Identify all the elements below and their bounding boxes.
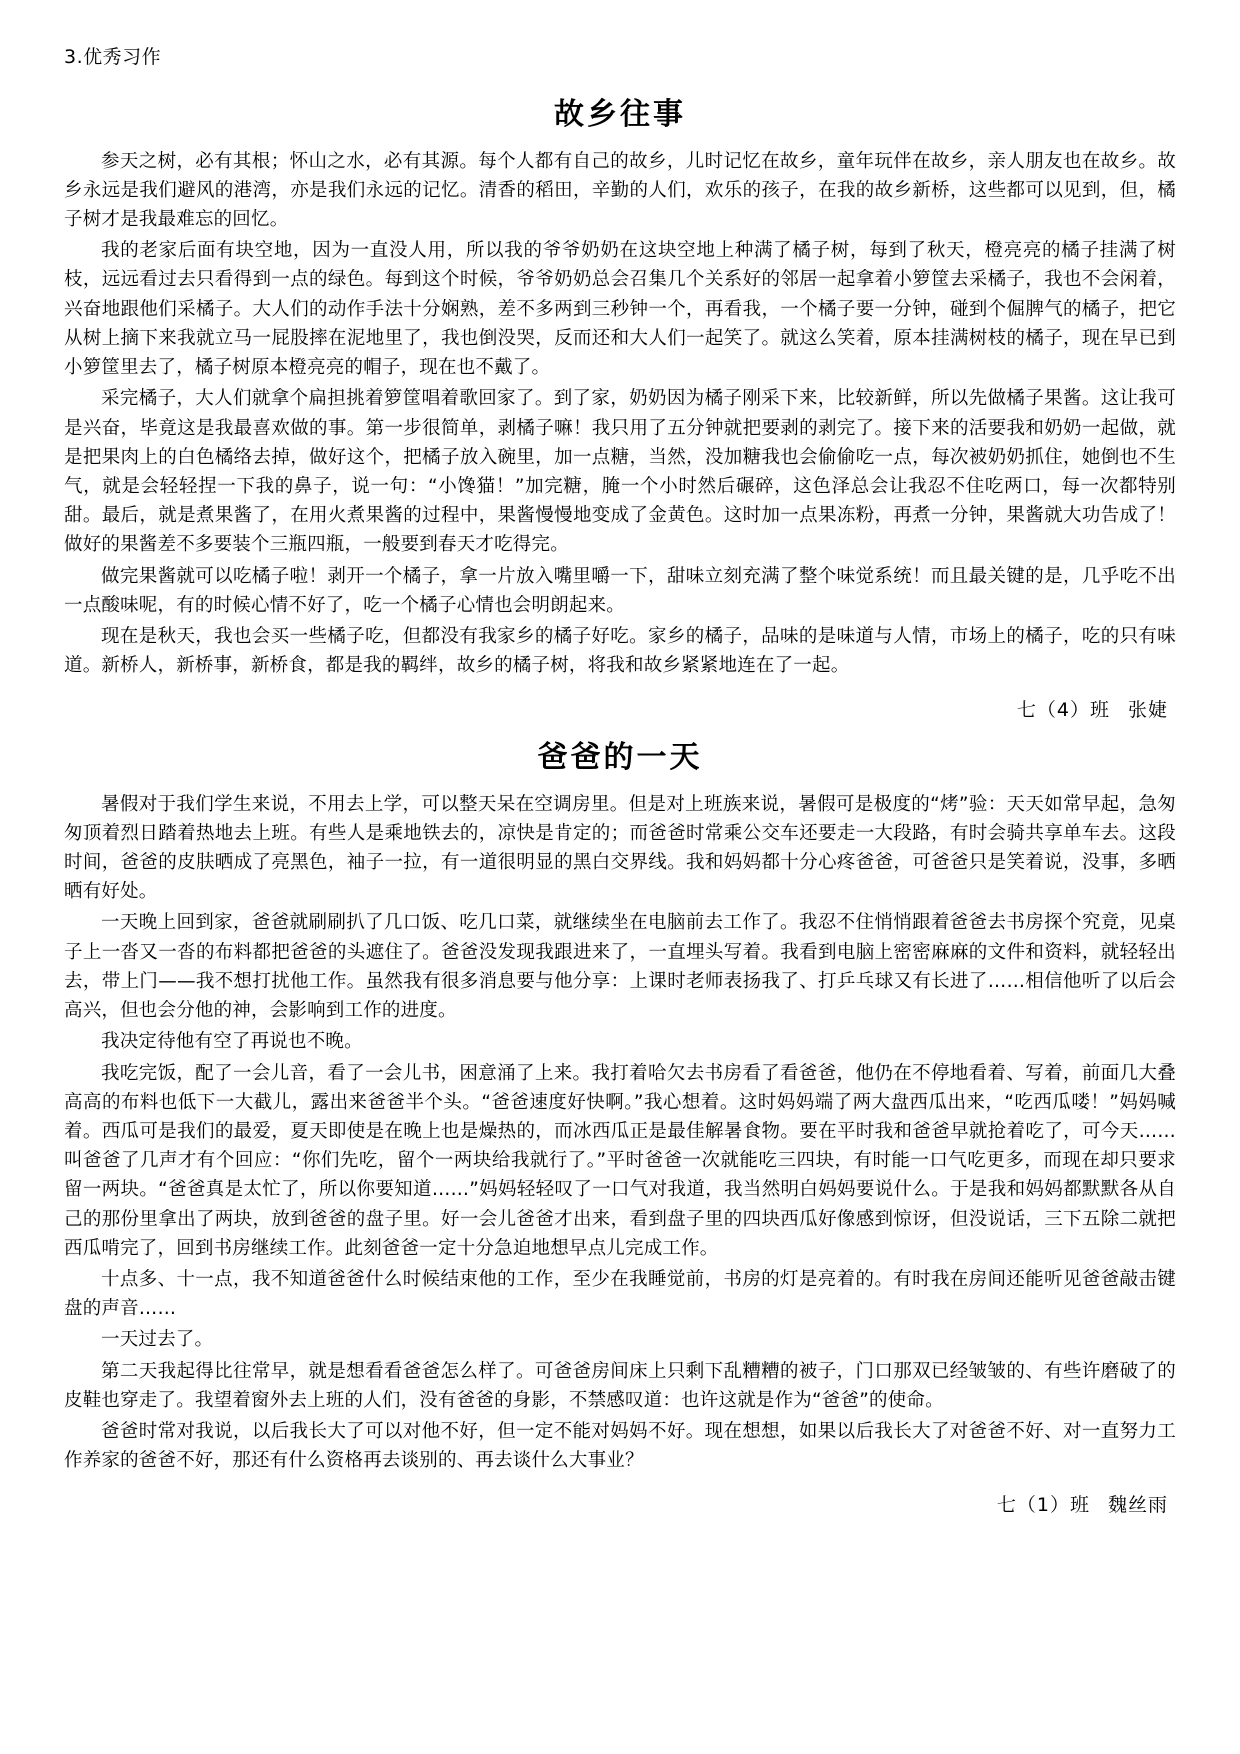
- article-1: [64, 89, 1176, 722]
- article-2: [64, 732, 1176, 1517]
- paragraph: 暑假对于我们学生来说，不用去上学，可以整天呆在空调房里。但是对上班族来说，暑假可是极度的“烤”验：天天如常早起，急匆匆顶着烈日踏着热地去上班。有些人是乘地铁去的，凉快是肯定的；而爸爸时常乘公交车还要走一大段路，有时会骑共享单车去。这段时间，爸爸的皮肤晒成了亮黑色，袖子一拉，有一道很明显的黑白交界线。我和妈妈都十分心疼爸爸，可爸爸只是笑着说，没事，多晒晒有好处。: [64, 793, 1176, 903]
- paragraph: 做完果酱就可以吃橘子啦！剥开一个橘子，拿一片放入嘴里嚼一下，甜味立刻充满了整个味觉系统！而且最关键的是，几乎吃不出一点酸味呢，有的时候心情不好了，吃一个橘子心情也会明朗起来。: [64, 565, 1176, 616]
- article-byline: [64, 1490, 1168, 1517]
- article-title: 故乡往事: [554, 96, 686, 132]
- article-byline: [64, 695, 1168, 722]
- paragraph: 爸爸时常对我说，以后我长大了可以对他不好，但一定不能对妈妈不好。现在想想，如果以后我长大了对爸爸不好、对一直努力工作养家的爸爸不好，那还有什么资格再去谈别的、再去谈什么大事业？: [64, 1421, 1176, 1472]
- paragraph: 十点多、十一点，我不知道爸爸什么时候结束他的工作，至少在我睡觉前，书房的灯是亮着的。有时我在房间还能听见爸爸敲击键盘的声音……: [64, 1269, 1176, 1320]
- paragraph: 我吃完饭，配了一会儿音，看了一会儿书，困意涌了上来。我打着哈欠去书房看了看爸爸，他仍在不停地看着、写着，前面几大叠高高的布料也低下一大截儿，露出来爸爸半个头。“爸爸速度好快啊。”我心想着。这时妈妈端了两大盘西瓜出来，“吃西瓜喽！”妈妈喊着。西瓜可是我们的最爱，夏天即使是在晚上也是燥热的，而冰西瓜正是最佳解暑食物。要在平时我和爸爸早就抢着吃了，可今天……叫爸爸了几声才有个回应：“你们先吃，留个一两块给我就行了。”平时爸爸一次就能吃三四块，有时能一口气吃更多，而现在却只要求留一两块。“爸爸真是太忙了，所以你要知道……”妈妈轻轻叹了一口气对我道，我当然明白妈妈要说什么。于是我和妈妈都默默各从自己的那份里拿出了两块，放到爸爸的盘子里。好一会儿爸爸才出来，看到盘子里的四块西瓜好像感到惊讶，但没说话，三下五除二就把西瓜啃完了，回到书房继续工作。此刻爸爸一定十分急迫地想早点儿完成工作。: [64, 1062, 1176, 1259]
- paragraph: 参天之树，必有其根；怀山之水，必有其源。每个人都有自己的故乡，儿时记忆在故乡，童年玩伴在故乡，亲人朋友也在故乡。故乡永远是我们避风的港湾，亦是我们永远的记忆。清香的稻田，辛勤的人们，欢乐的孩子，在我的故乡新桥，这些都可以见到，但，橘子树才是我最难忘的回忆。: [64, 150, 1176, 231]
- paragraph: 一天过去了。: [101, 1329, 214, 1351]
- paragraph: 一天晚上回到家，爸爸就刷刷扒了几口饭、吃几口菜，就继续坐在电脑前去工作了。我忍不住悄悄跟着爸爸去书房探个究竟，见桌子上一沓又一沓的布料都把爸爸的头遮住了。爸爸没发现我跟进来了，一直埋头写着。我看到电脑上密密麻麻的文件和资料，就轻轻出去，带上门——我不想打扰他工作。虽然我有很多消息要与他分享：上课时老师表扬我了、打乒乓球又有长进了……相信他听了以后会高兴，但也会分他的神，会影响到工作的进度。: [64, 912, 1176, 1022]
- section-label: 3.优秀习作: [64, 46, 162, 68]
- paragraph: 我的老家后面有块空地，因为一直没人用，所以我的爷爷奶奶在这块空地上种满了橘子树，每到了秋天，橙亮亮的橘子挂满了树枝，远远看过去只看得到一点的绿色。每到这个时候，爷爷奶奶总会召集几个关系好的邻居一起拿着小箩筐去采橘子，我也不会闲着，兴奋地跟他们采橘子。大人们的动作手法十分娴熟，差不多两到三秒钟一个，再看我，一个橘子要一分钟，碰到个倔脾气的橘子，把它从树上摘下来我就立马一屁股摔在泥地里了，我也倒没哭，反而还和大人们一起笑了。就这么笑着，原本挂满树枝的橘子，现在早已到小箩筐里去了，橘子树原本橙亮亮的帽子，现在也不戴了。: [64, 240, 1176, 379]
- byline-class: 七（1）班: [996, 1493, 1090, 1516]
- byline-author: 张婕: [1127, 698, 1168, 721]
- paragraph: 采完橘子，大人们就拿个扁担挑着箩筐唱着歌回家了。到了家，奶奶因为橘子刚采下来，比较新鲜，所以先做橘子果酱。这让我可是兴奋，毕竟这是我最喜欢做的事。第一步很简单，剥橘子嘛！我只用了五分钟就把要剥的剥完了。接下来的活要我和奶奶一起做，就是把果肉上的白色橘络去掉，做好这个，把橘子放入碗里，加一点糖，当然，没加糖我也会偷偷吃一点，每次被奶奶抓住，她倒也不生气，就是会轻轻捏一下我的鼻子，说一句：“小馋猫！”加完糖，腌一个小时然后碾碎，这色泽总会让我忍不住吃两口，每一次都特别甜。最后，就是煮果酱了，在用火煮果酱的过程中，果酱慢慢地变成了金黄色。这时加一点果冻粉，再煮一分钟，果酱就大功告成了！做好的果酱差不多要装个三瓶四瓶，一般要到春天才吃得完。: [64, 388, 1176, 556]
- paragraph: 现在是秋天，我也会买一些橘子吃，但都没有我家乡的橘子好吃。家乡的橘子，品味的是味道与人情，市场上的橘子，吃的只有味道。新桥人，新桥事，新桥食，都是我的羁绊，故乡的橘子树，将我和故乡紧紧地连在了一起。: [64, 626, 1176, 677]
- paragraph: 第二天我起得比往常早，就是想看看爸爸怎么样了。可爸爸房间床上只剩下乱糟糟的被子，门口那双已经皱皱的、有些许磨破了的皮鞋也穿走了。我望着窗外去上班的人们，没有爸爸的身影，不禁感叹道：也许这就是作为“爸爸”的使命。: [64, 1360, 1176, 1411]
- article-title: 爸爸的一天: [537, 739, 703, 775]
- paragraph: 我决定待他有空了再说也不晚。: [101, 1031, 363, 1053]
- byline-class: 七（4）班: [1016, 698, 1110, 721]
- byline-author: 魏丝雨: [1107, 1493, 1168, 1516]
